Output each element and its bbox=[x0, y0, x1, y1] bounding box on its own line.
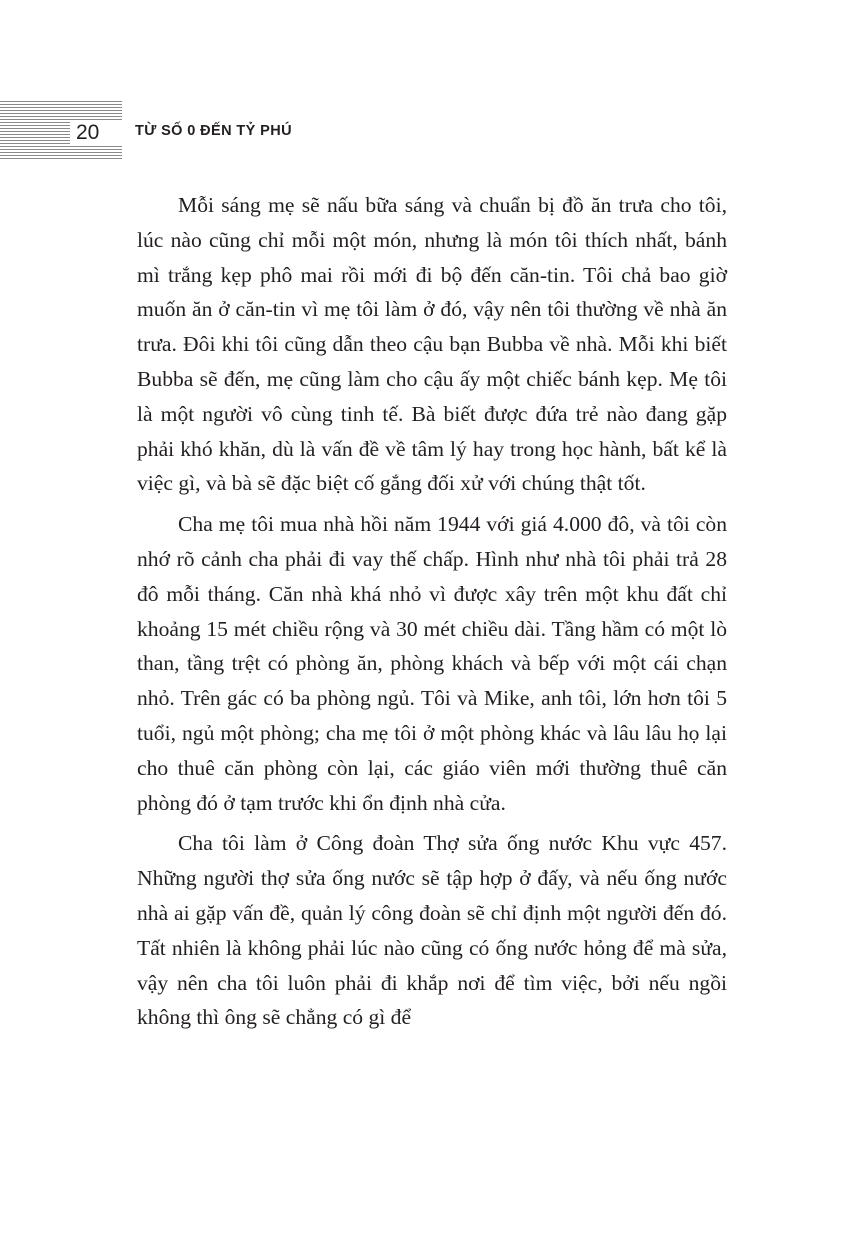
paragraph-3: Cha tôi làm ở Công đoàn Thợ sửa ống nước Khu vực 457. Những người thợ sửa ống nước sẽ tập hợp ở đấy, và nếu ống nước nhà ai gặp vấn đề, quản lý công đoàn sẽ chỉ định một người đến đó. Tất nhiên là không phải lúc nào cũng có ống nước hỏng để mà sửa, vậy nên cha tôi luôn phải đi khắp nơi để tìm việc, bởi nếu ngồi không thì ông sẽ chẳng có gì để bbox=[137, 831, 727, 1030]
page-number: 20 bbox=[70, 120, 122, 146]
running-title: TỪ SỐ 0 ĐẾN TỶ PHÚ bbox=[135, 123, 293, 139]
paragraph-2: Cha mẹ tôi mua nhà hồi năm 1944 với giá 4.000 đô, và tôi còn nhớ rõ cảnh cha phải đi vay thế chấp. Hình như nhà tôi phải trả 28 đô mỗi tháng. Căn nhà khá nhỏ vì được xây trên một khu đất chỉ khoảng 15 mét chiều rộng và 30 mét chiều dài. Tầng hầm có một lò than, tầng trệt có phòng ăn, phòng khách và bếp với một cái chạn nhỏ. Trên gác có ba phòng ngủ. Tôi và Mike, anh tôi, lớn hơn tôi 5 tuổi, ngủ một phòng; cha mẹ tôi ở một phòng khác và lâu lâu họ lại cho thuê căn phòng còn lại, các giáo viên mới thường thuê căn phòng đó ở tạm trước khi ổn định nhà cửa. bbox=[137, 512, 727, 815]
paragraph-1: Mỗi sáng mẹ sẽ nấu bữa sáng và chuẩn bị đồ ăn trưa cho tôi, lúc nào cũng chỉ mỗi một món, nhưng là món tôi thích nhất, bánh mì trắng kẹp phô mai rồi mới đi bộ đến căn-tin. Tôi chả bao giờ muốn ăn ở căn-tin vì mẹ tôi làm ở đó, vậy nên tôi thường về nhà ăn trưa. Đôi khi tôi cũng dẫn theo cậu bạn Bubba về nhà. Mỗi khi biết Bubba sẽ đến, mẹ cũng làm cho cậu ấy một chiếc bánh kẹp. Mẹ tôi là một người vô cùng tinh tế. Bà biết được đứa trẻ nào đang gặp phải khó khăn, dù là vấn đề về tâm lý hay trong học hành, bất kể là việc gì, và bà sẽ đặc biệt cố gắng đối xử với chúng thật tốt. bbox=[137, 193, 727, 496]
body-text bbox=[137, 188, 727, 1041]
